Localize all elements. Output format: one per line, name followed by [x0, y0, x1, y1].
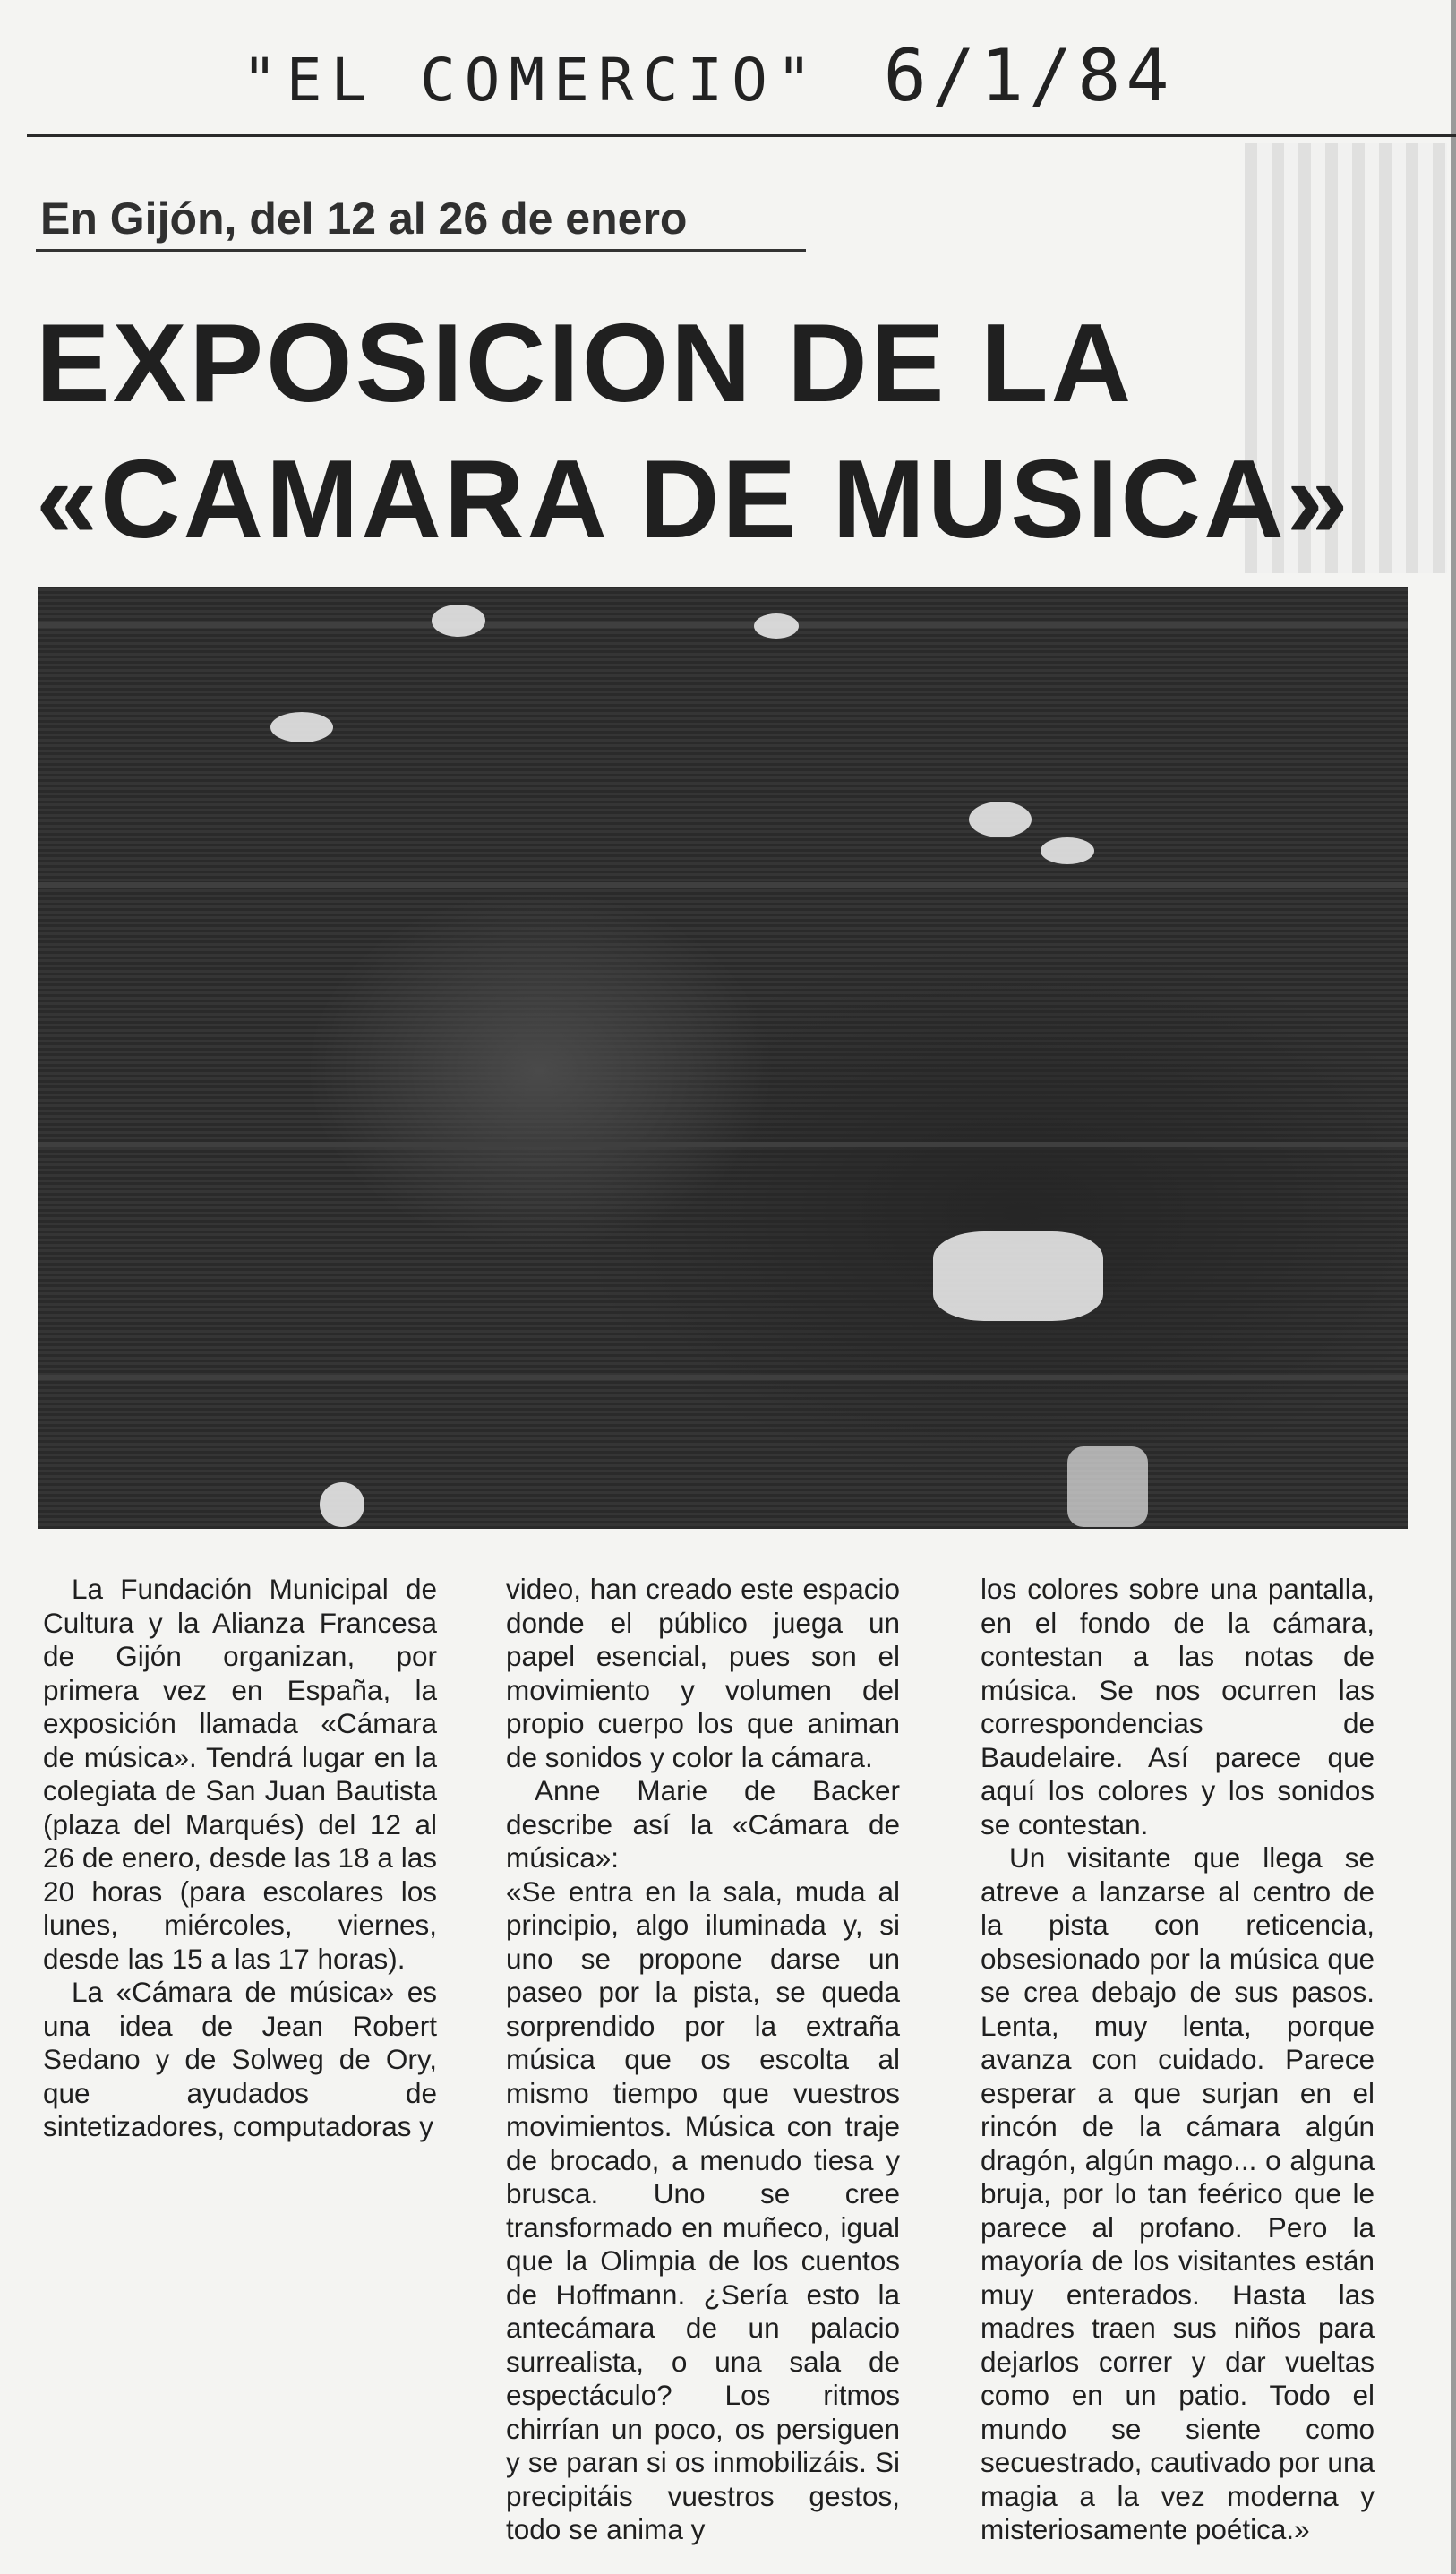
photo-highlight: [754, 613, 799, 639]
photo-highlight: [432, 605, 485, 637]
paragraph: Anne Marie de Backer describe así la «Cámara de música»:: [506, 1774, 900, 1874]
paragraph: La Fundación Municipal de Cultura y la Alianza Francesa de Gijón organizan, por primera vez en España, la exposición llamada «Cámara de música». Tendrá lugar en la colegiata de San Juan Bautista (plaza del Marqués) del 12 al 26 de enero, desde las 18 a las 20 horas (para escolares los lunes, miércoles, viernes, desde las 15 a las 17 horas).: [43, 1573, 437, 1975]
photo-highlight: [320, 1482, 364, 1527]
photo-highlight: [1067, 1446, 1148, 1527]
paragraph: video, han creado este espacio donde el público juega un papel esencial, pues son el movimiento y volumen del propio cuerpo los que animan de sonidos y color la cámara.: [506, 1573, 900, 1773]
headline: [36, 296, 1451, 568]
article-column-3: [981, 1573, 1375, 2547]
headline-line-2: «CAMARA DE MUSICA»: [36, 438, 1351, 562]
kicker: En Gijón, del 12 al 26 de enero: [40, 193, 688, 244]
paragraph: La «Cámara de música» es una idea de Jean Robert Sedano y de Solweg de Ory, que ayudados de sintetizadores, computadoras y: [43, 1976, 437, 2142]
photo-highlight: [270, 712, 333, 742]
article-column-2: [506, 1573, 900, 2547]
handwritten-date: 6/1/84: [883, 34, 1175, 117]
photo-scanline: [38, 1375, 1408, 1380]
newspaper-name: "EL COMERCIO": [242, 46, 821, 115]
article-column-1: [43, 1573, 437, 2144]
photo-highlight: [1041, 837, 1094, 864]
paragraph: los colores sobre una pantalla, en el fondo de la cámara, contestan a las notas de música. Se nos ocurren las correspondencias de Baudelaire. Así parece que aquí los colores y los sonidos se contestan.: [981, 1573, 1375, 1840]
handwritten-annotation: [242, 34, 1175, 117]
paragraph: Un visitante que llega se atreve a lanzarse al centro de la pista con reticencia, obsesionado por la música que se crea debajo de sus pasos. Lenta, muy lenta, porque avanza con cuidado. Parece esperar a que surjan en el rincón de la cámara algún dragón, algún mago... o alguna bruja, por lo tan feérico que le parece al profano. Pero la mayoría de los visitantes están muy enterados. Hasta las madres traen sus niños para dejarlos correr y dar vueltas como en un patio. Todo el mundo se siente como secuestrado, cautivado por una magia a la vez moderna y misteriosamente poética.»: [981, 1841, 1375, 2545]
article-photo: [38, 587, 1408, 1529]
photo-scanline: [38, 1142, 1408, 1147]
photo-highlight: [933, 1231, 1103, 1321]
paragraph: «Se entra en la sala, muda al principio, algo iluminada y, si uno se propone darse un paseo por la pista, se queda sorprendido por la extraña música que os escolta al mismo tiempo que vuestros movimientos. Música con traje de brocado, a menudo tiesa y brusca. Uno se cree transformado en muñeco, igual que la Olimpia de los cuentos de Hoffmann. ¿Sería esto la antecámara de un palacio surrealista, o una sala de espectáculo? Los ritmos chirrían un poco, os persiguen y se paran si os inmobilizáis. Si precipitáis vuestros gestos, todo se anima y: [506, 1875, 900, 2545]
photo-scanline: [38, 622, 1408, 628]
photo-scanline: [38, 882, 1408, 888]
kicker-rule: [36, 249, 806, 252]
page-edge: [1451, 0, 1456, 2574]
top-rule: [27, 134, 1456, 137]
headline-line-1: EXPOSICION DE LA: [36, 302, 1135, 425]
photo-highlight: [969, 802, 1032, 837]
